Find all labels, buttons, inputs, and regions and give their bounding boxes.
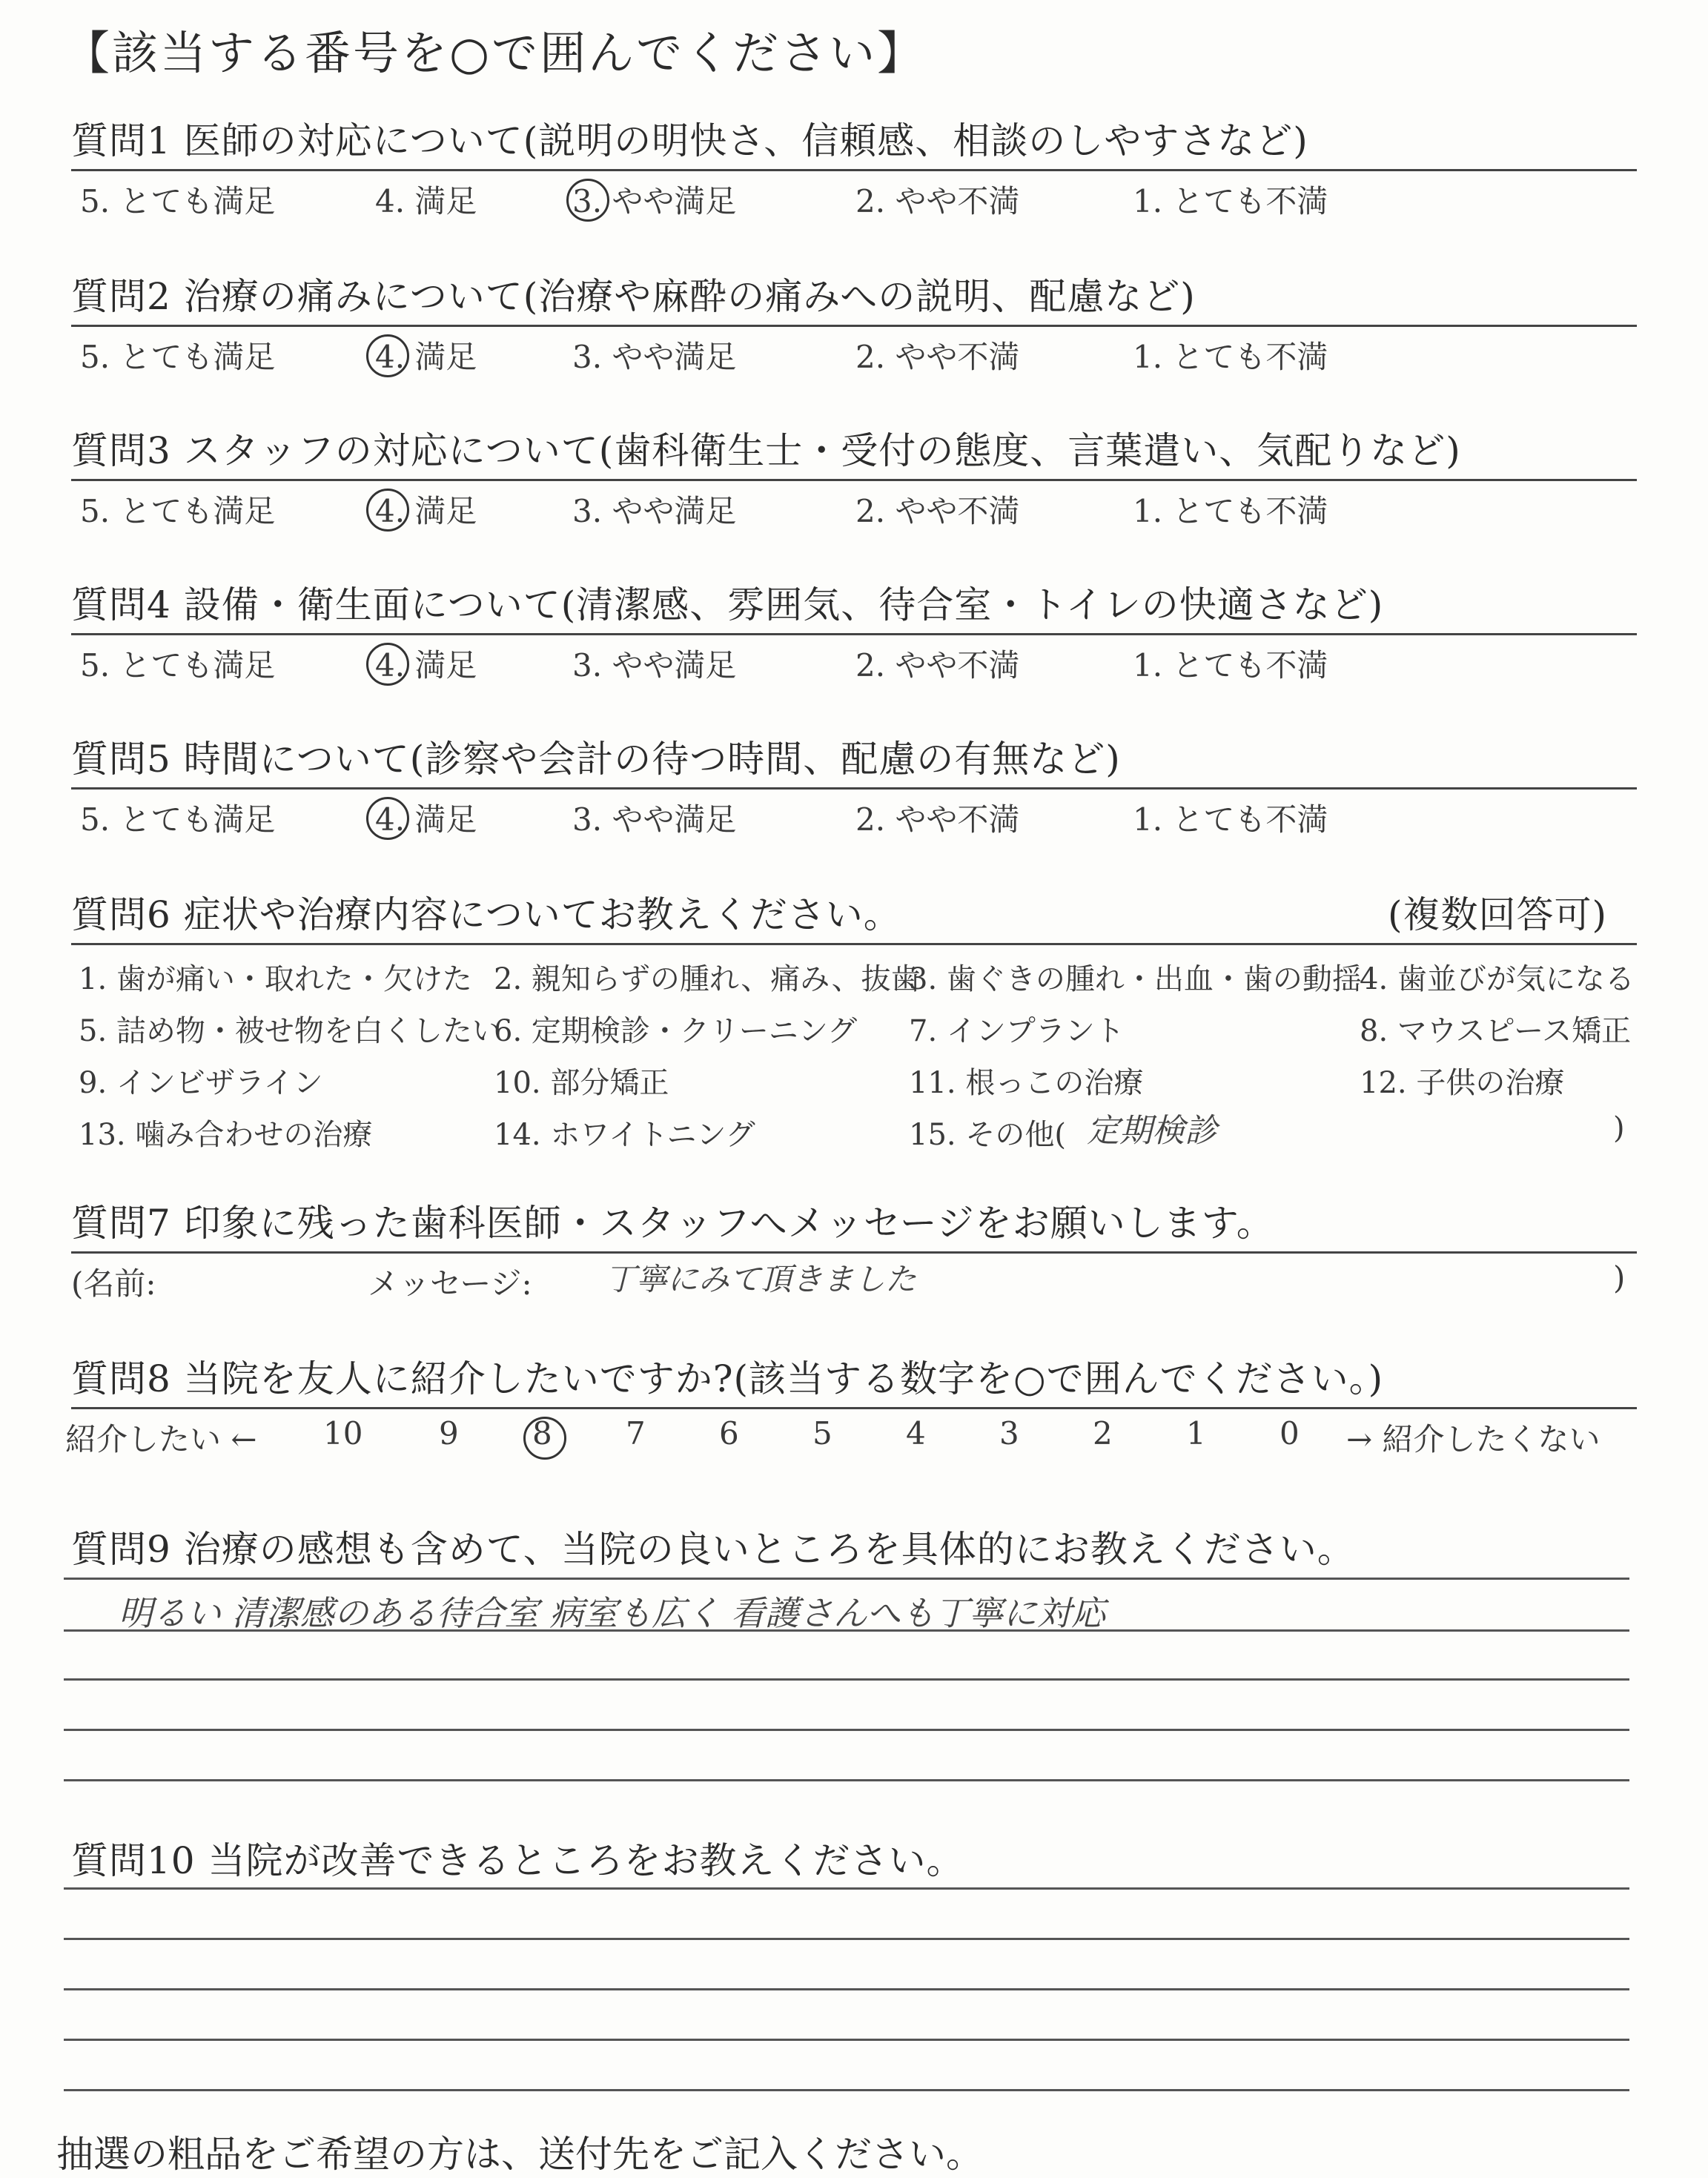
symptom-option[interactable]: 7. インプラント [909, 1014, 1125, 1048]
symptom-option[interactable]: 6. 定期検診・クリーニング [494, 1014, 858, 1048]
close-paren: ) [1613, 1260, 1626, 1296]
question-5 [71, 729, 1637, 837]
option-1[interactable]: 1. とても不満 [1133, 801, 1328, 838]
option-1[interactable]: 1. とても不満 [1133, 183, 1328, 219]
question-title: 質問3 スタッフの対応について(歯科衛生士・受付の態度、言葉遣い、気配りなど) [71, 429, 1461, 472]
question-4 [71, 575, 1637, 683]
recommend-left-label: 紹介したい ← [65, 1421, 257, 1457]
rating-scale [71, 481, 1637, 529]
message-handwritten[interactable]: 丁寧にみて頂きました [605, 1261, 917, 1297]
footer-text: 抽選の粗品をご希望の方は、送付先をご記入ください。 [56, 2133, 983, 2176]
answer-line [64, 2089, 1629, 2091]
option-1[interactable]: 1. とても不満 [1133, 647, 1328, 683]
question-6 [71, 885, 1637, 1168]
question-9 [71, 1520, 1637, 1573]
symptom-option[interactable]: 4. 歯並びが気になる [1360, 962, 1635, 996]
answer-line [64, 1887, 1629, 1890]
recommend-right-label: → 紹介したくない [1346, 1421, 1601, 1457]
rating-scale [71, 327, 1637, 374]
answer-line [64, 1938, 1629, 1940]
rating-scale [71, 635, 1637, 683]
symptom-option[interactable]: 12. 子供の治療 [1360, 1066, 1565, 1100]
option-3[interactable]: 3. やや満足 [572, 183, 737, 219]
question-8 [65, 1349, 1637, 1457]
option-3[interactable]: 3. やや満足 [572, 339, 737, 375]
symptom-option[interactable]: 3. 歯ぐきの腫れ・出血・歯の動揺 [909, 962, 1362, 996]
answer-line [64, 1578, 1629, 1580]
other-handwritten: 定期検診 [1087, 1112, 1217, 1150]
option-2[interactable]: 2. やや不満 [855, 801, 1020, 838]
score-10[interactable]: 10 [323, 1415, 363, 1452]
question-title: 質問5 時間について(診察や会計の待つ時間、配慮の有無など) [71, 738, 1121, 781]
symptom-option[interactable]: 15. その他( [909, 1118, 1066, 1152]
option-1[interactable]: 1. とても不満 [1133, 493, 1328, 529]
answer-line [64, 1629, 1629, 1632]
selection-circle [366, 643, 409, 686]
option-4[interactable]: 4. 満足 [375, 339, 477, 375]
score-7[interactable]: 7 [626, 1415, 646, 1452]
question-3 [71, 421, 1637, 529]
option-4[interactable]: 4. 満足 [375, 801, 477, 838]
option-2[interactable]: 2. やや不満 [855, 339, 1020, 375]
symptom-option[interactable]: 14. ホワイトニング [494, 1118, 755, 1152]
question-title [71, 885, 1637, 939]
score-1[interactable]: 1 [1186, 1415, 1206, 1452]
question-title: 質問4 設備・衛生面について(清潔感、雰囲気、待合室・トイレの快適さなど) [71, 583, 1384, 626]
question-7 [71, 1194, 1637, 1301]
option-3[interactable]: 3. やや満足 [572, 493, 737, 529]
question-1 [71, 111, 1637, 219]
option-1[interactable]: 1. とても不満 [1133, 339, 1328, 375]
symptom-option[interactable]: 13. 噛み合わせの治療 [79, 1118, 373, 1152]
option-5[interactable]: 5. とても満足 [80, 339, 276, 375]
symptom-option[interactable]: 5. 詰め物・被せ物を白くしたい [79, 1014, 502, 1048]
rating-scale [71, 790, 1637, 837]
option-4[interactable]: 4. 満足 [375, 493, 477, 529]
option-2[interactable]: 2. やや不満 [855, 183, 1020, 219]
option-3[interactable]: 3. やや満足 [572, 647, 737, 683]
question-title: 質問9 治療の感想も含めて、当院の良いところを具体的にお教えください。 [71, 1528, 1355, 1571]
multiple-answer-note: (複数回答可) [1387, 893, 1607, 936]
question-title: 質問7 印象に残った歯科医師・スタッフへメッセージをお願いします。 [71, 1202, 1274, 1245]
question-title: 質問1 医師の対応について(説明の明快さ、信頼感、相談のしやすさなど) [71, 119, 1308, 162]
answer-line [64, 1988, 1629, 1990]
symptom-option[interactable]: 2. 親知らずの腫れ、痛み、抜歯 [494, 962, 921, 996]
selection-circle [523, 1417, 566, 1460]
option-4[interactable]: 4. 満足 [375, 183, 477, 219]
selection-circle [366, 334, 409, 377]
question-title: 質問8 当院を友人に紹介したいですか?(該当する数字を○で囲んでください。) [71, 1357, 1384, 1400]
selection-circle [566, 179, 609, 222]
option-2[interactable]: 2. やや不満 [855, 647, 1020, 683]
name-label: (名前: [71, 1265, 156, 1302]
question-2 [71, 267, 1637, 374]
option-4[interactable]: 4. 満足 [375, 647, 477, 683]
message-row [71, 1254, 1637, 1301]
form-header: 【該当する番号を○で囲んでください】 [64, 26, 926, 80]
symptom-option[interactable]: 10. 部分矯正 [494, 1066, 669, 1100]
score-4[interactable]: 4 [906, 1415, 926, 1452]
score-0[interactable]: 0 [1280, 1415, 1300, 1452]
question-title: 質問2 治療の痛みについて(治療や麻酔の痛みへの説明、配慮など) [71, 275, 1196, 318]
q6-title-text: 質問6 症状や治療内容についてお教えください。 [71, 893, 901, 936]
option-5[interactable]: 5. とても満足 [80, 801, 276, 838]
close-paren: ) [1613, 1111, 1625, 1145]
question-title: 質問10 当院が改善できるところをお教えください。 [71, 1839, 964, 1882]
rating-scale [71, 171, 1637, 219]
score-8[interactable]: 8 [532, 1415, 552, 1452]
score-3[interactable]: 3 [999, 1415, 1019, 1452]
selection-circle [366, 489, 409, 532]
question-10 [71, 1831, 1637, 1884]
symptom-option[interactable]: 8. マウスピース矯正 [1360, 1014, 1632, 1048]
message-label: メッセージ: [368, 1265, 532, 1302]
q9-handwritten-answer[interactable]: 明るい 清潔感のある待合室 病室も広く 看護さんへも丁寧に対応 [119, 1593, 1105, 1633]
score-2[interactable]: 2 [1093, 1415, 1113, 1452]
option-5[interactable]: 5. とても満足 [80, 647, 276, 683]
option-3[interactable]: 3. やや満足 [572, 801, 737, 838]
option-2[interactable]: 2. やや不満 [855, 493, 1020, 529]
answer-line [64, 2039, 1629, 2041]
answer-line [64, 1729, 1629, 1731]
score-9[interactable]: 9 [439, 1415, 459, 1452]
symptom-option[interactable]: 1. 歯が痛い・取れた・欠けた [79, 962, 472, 996]
score-5[interactable]: 5 [812, 1415, 833, 1452]
symptom-option[interactable]: 9. インビザライン [79, 1066, 323, 1100]
symptom-options [71, 945, 1637, 1168]
answer-line [64, 1678, 1629, 1681]
option-5[interactable]: 5. とても満足 [80, 493, 276, 529]
symptom-option[interactable]: 11. 根っこの治療 [909, 1066, 1144, 1100]
selection-circle [366, 797, 409, 840]
answer-line [64, 1779, 1629, 1781]
score-6[interactable]: 6 [719, 1415, 739, 1452]
option-5[interactable]: 5. とても満足 [80, 183, 276, 219]
recommend-scale [65, 1409, 1637, 1457]
